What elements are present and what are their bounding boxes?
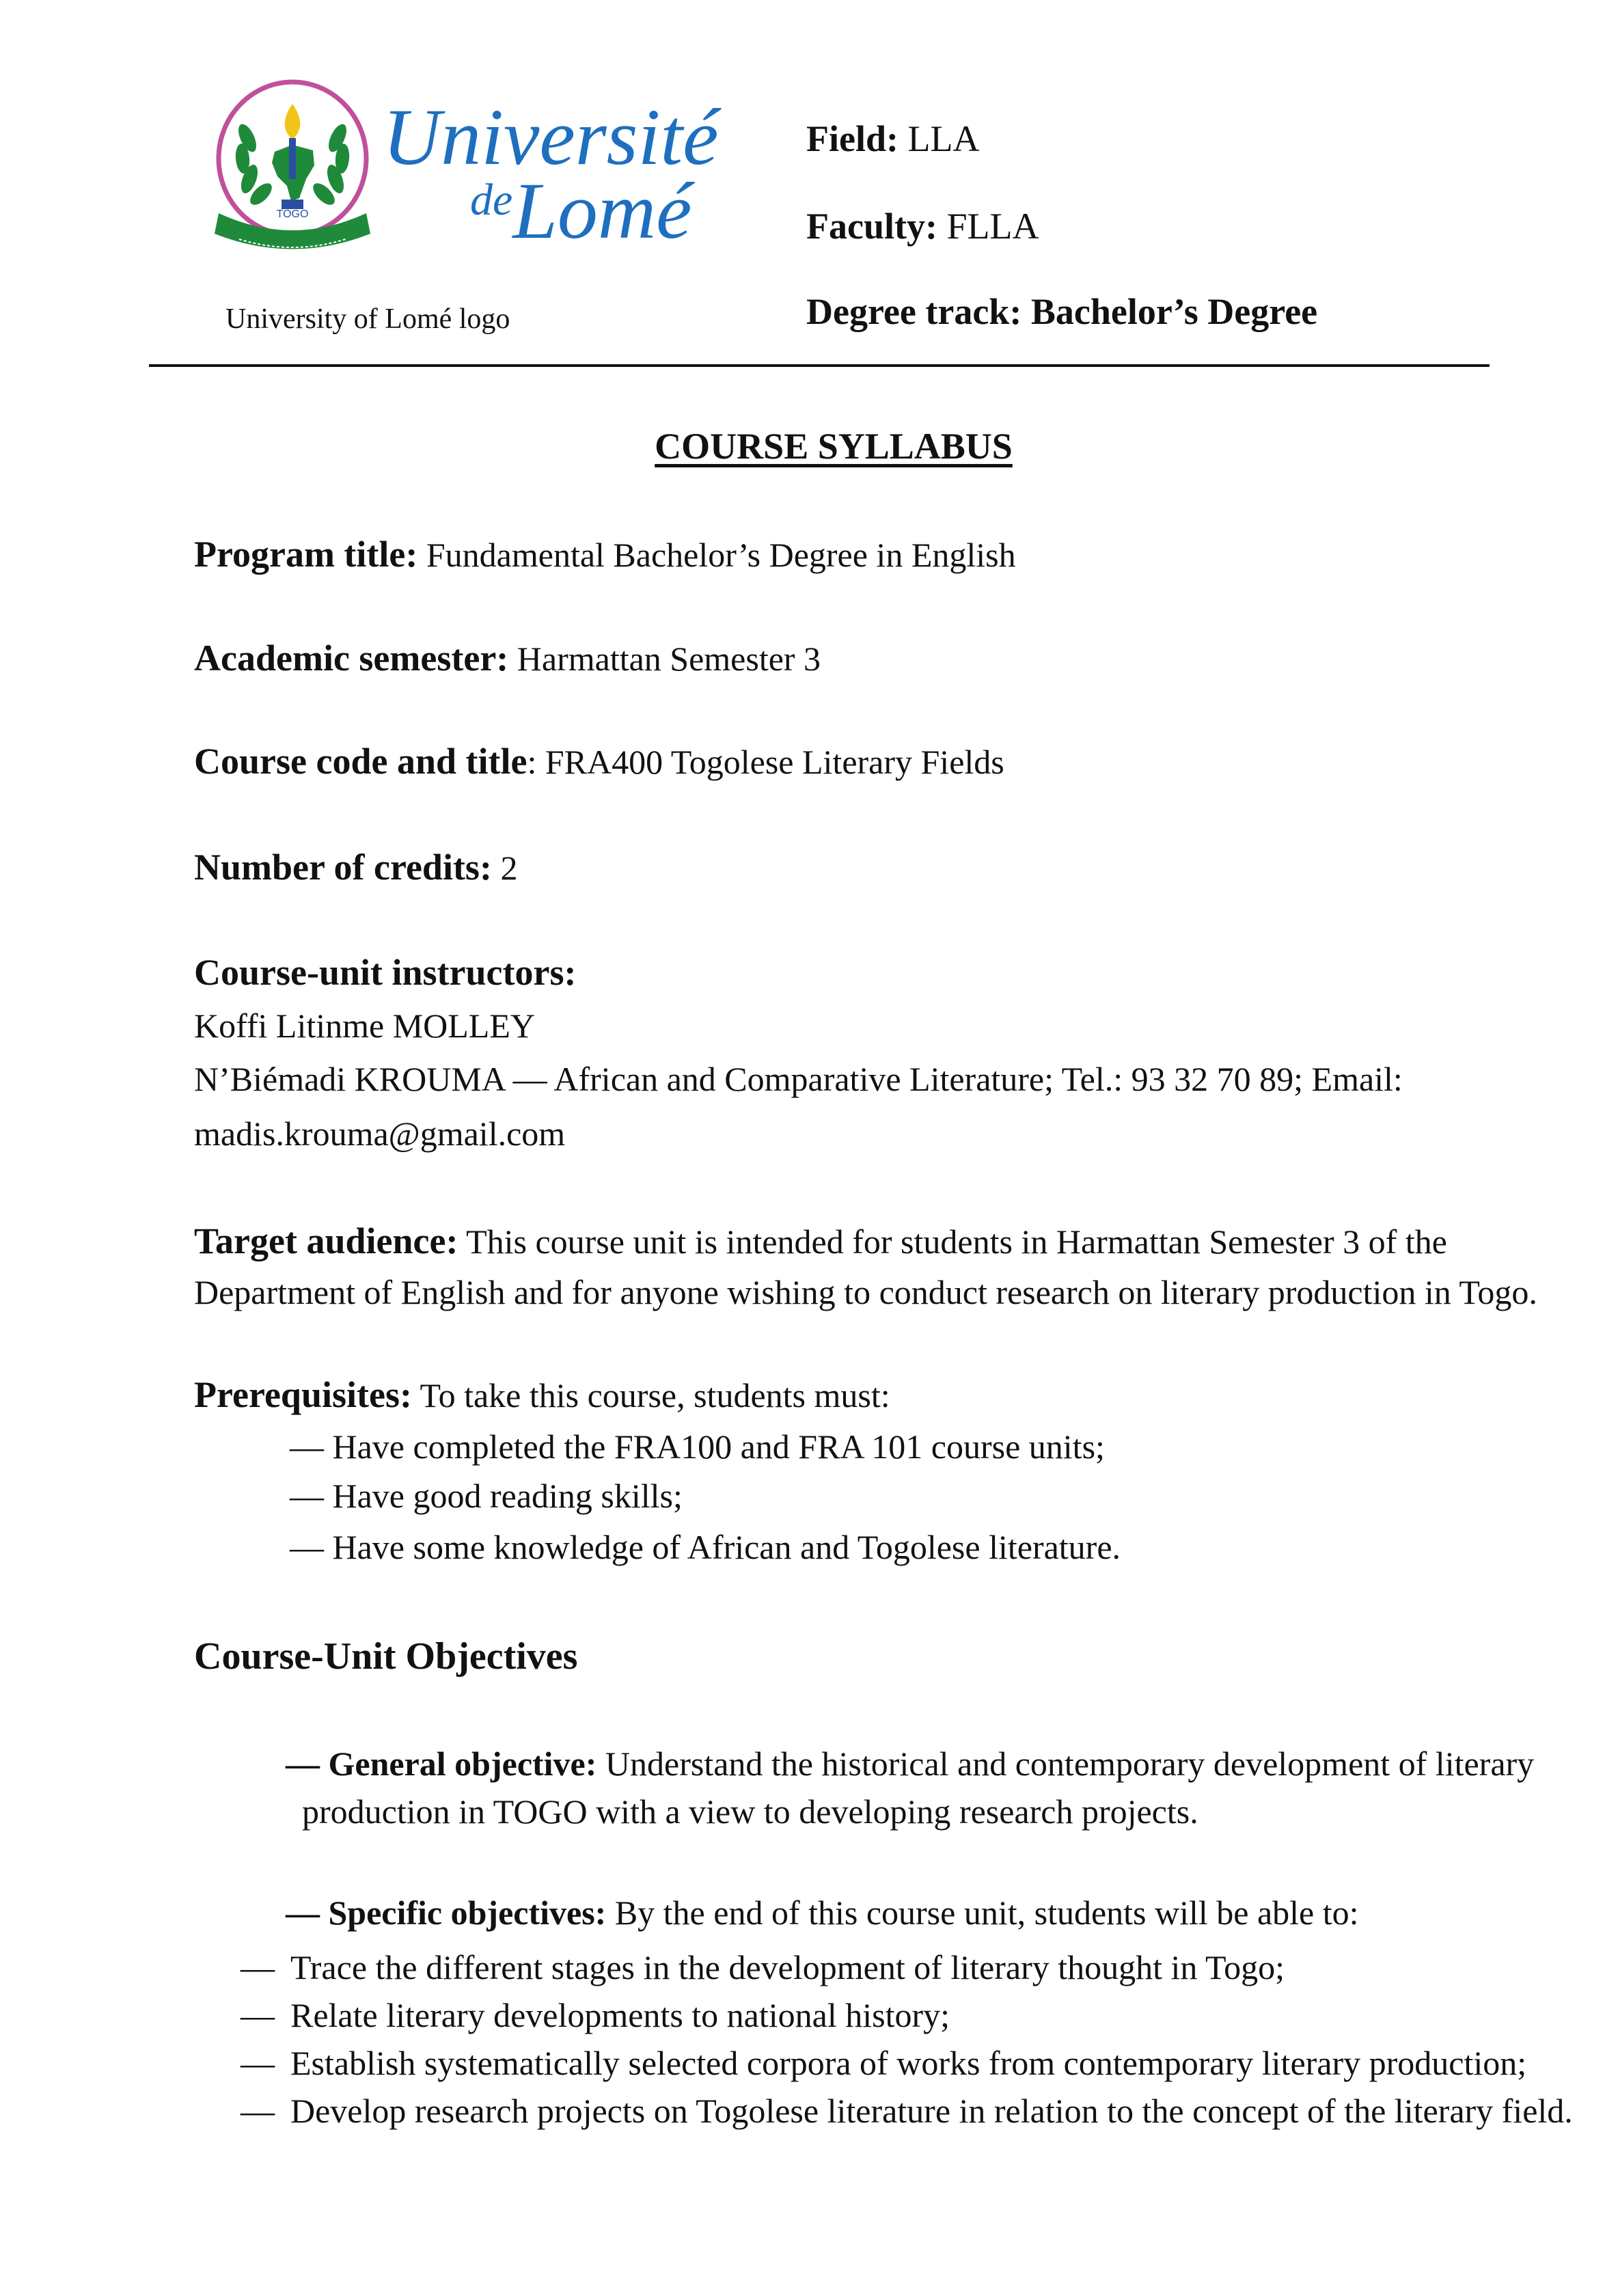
general-objective [286, 1744, 1534, 1784]
course-code-label: Course code and title [194, 741, 527, 782]
list-dash: — [241, 2092, 275, 2130]
meta-faculty-value: FLLA [937, 206, 1039, 247]
university-logo [212, 77, 745, 261]
credits-field [194, 846, 517, 888]
program-title-field [194, 533, 1016, 575]
program-title-value: Fundamental Bachelor’s Degree in English [417, 536, 1016, 574]
specific-objective-item: Establish systematically selected corpora of works from contemporary literary production; [290, 2044, 1527, 2082]
list-dash: — [241, 1948, 275, 1986]
meta-degree-track [806, 290, 1317, 333]
course-code-value: : FRA400 Togolese Literary Fields [527, 743, 1004, 781]
course-code-field [194, 740, 1004, 782]
meta-faculty [806, 205, 1039, 247]
specific-objectives-intro: By the end of this course unit, students will be able to: [606, 1894, 1359, 1932]
target-audience-field [194, 1220, 1447, 1262]
meta-degree-track-label: Degree track: [806, 291, 1022, 332]
instructor-email: madis.krouma@gmail.com [194, 1115, 566, 1153]
meta-field [806, 118, 979, 160]
meta-field-label: Field: [806, 118, 899, 159]
general-objective-text-continued: production in TOGO with a view to developing research projects. [302, 1792, 1198, 1831]
academic-semester-value: Harmattan Semester 3 [508, 640, 821, 678]
prerequisite-item: — Have good reading skills; [290, 1477, 683, 1515]
specific-objective-item: Relate literary developments to national history; [290, 1996, 950, 2034]
credits-value: 2 [491, 849, 518, 887]
objectives-heading: Course-Unit Objectives [194, 1635, 578, 1678]
credits-label: Number of credits: [194, 847, 492, 888]
general-objective-text: Understand the historical and contemporary development of literary [597, 1745, 1535, 1783]
prerequisite-item: — Have completed the FRA100 and FRA 101 course units; [290, 1427, 1105, 1466]
specific-objective-item: Develop research projects on Togolese literature in relation to the concept of the literary field. [290, 2092, 1573, 2130]
specific-objectives [286, 1893, 1359, 1932]
instructors-heading: Course-unit instructors: [194, 952, 577, 993]
meta-field-value: LLA [898, 118, 980, 159]
prerequisites-label: Prerequisites: [194, 1374, 412, 1415]
logo-wordmark-de: de [470, 175, 513, 225]
seal-ribbon-label: TOGO [276, 208, 309, 220]
prerequisite-item: — Have some knowledge of African and Togolese literature. [290, 1528, 1121, 1566]
header-divider [149, 364, 1490, 367]
specific-objectives-label: — Specific objectives: [286, 1894, 607, 1932]
meta-degree-track-value: Bachelor’s Degree [1021, 291, 1318, 332]
instructor-line: N’Biémadi KROUMA — African and Comparative Literature; Tel.: 93 32 70 89; Email: [194, 1060, 1403, 1098]
prerequisites-intro: To take this course, students must: [411, 1376, 890, 1414]
list-dash: — [241, 2044, 275, 2082]
program-title-label: Program title: [194, 534, 418, 575]
instructor-line: Koffi Litinme MOLLEY [194, 1007, 535, 1045]
list-dash: — [241, 1996, 275, 2034]
academic-semester-label: Academic semester: [194, 638, 509, 679]
prerequisites-field [194, 1374, 890, 1416]
document-title: COURSE SYLLABUS [655, 426, 1013, 467]
logo-wordmark-de-lome [470, 166, 692, 256]
logo-wordmark-lome: Lomé [512, 166, 692, 256]
academic-semester-field [194, 637, 821, 679]
target-audience-text: This course unit is intended for students in Harmattan Semester 3 of the [458, 1222, 1447, 1261]
logo-caption: University of Lomé logo [225, 303, 510, 335]
meta-faculty-label: Faculty: [806, 206, 937, 247]
target-audience-label: Target audience: [194, 1220, 458, 1261]
specific-objective-item: Trace the different stages in the development of literary thought in Togo; [290, 1948, 1285, 1986]
university-seal-icon [212, 77, 383, 268]
target-audience-text-continued: Department of English and for anyone wishing to conduct research on literary production in Togo. [194, 1273, 1537, 1311]
logo-wordmark-universite: Université [383, 92, 719, 182]
general-objective-label: — General objective: [286, 1745, 597, 1783]
